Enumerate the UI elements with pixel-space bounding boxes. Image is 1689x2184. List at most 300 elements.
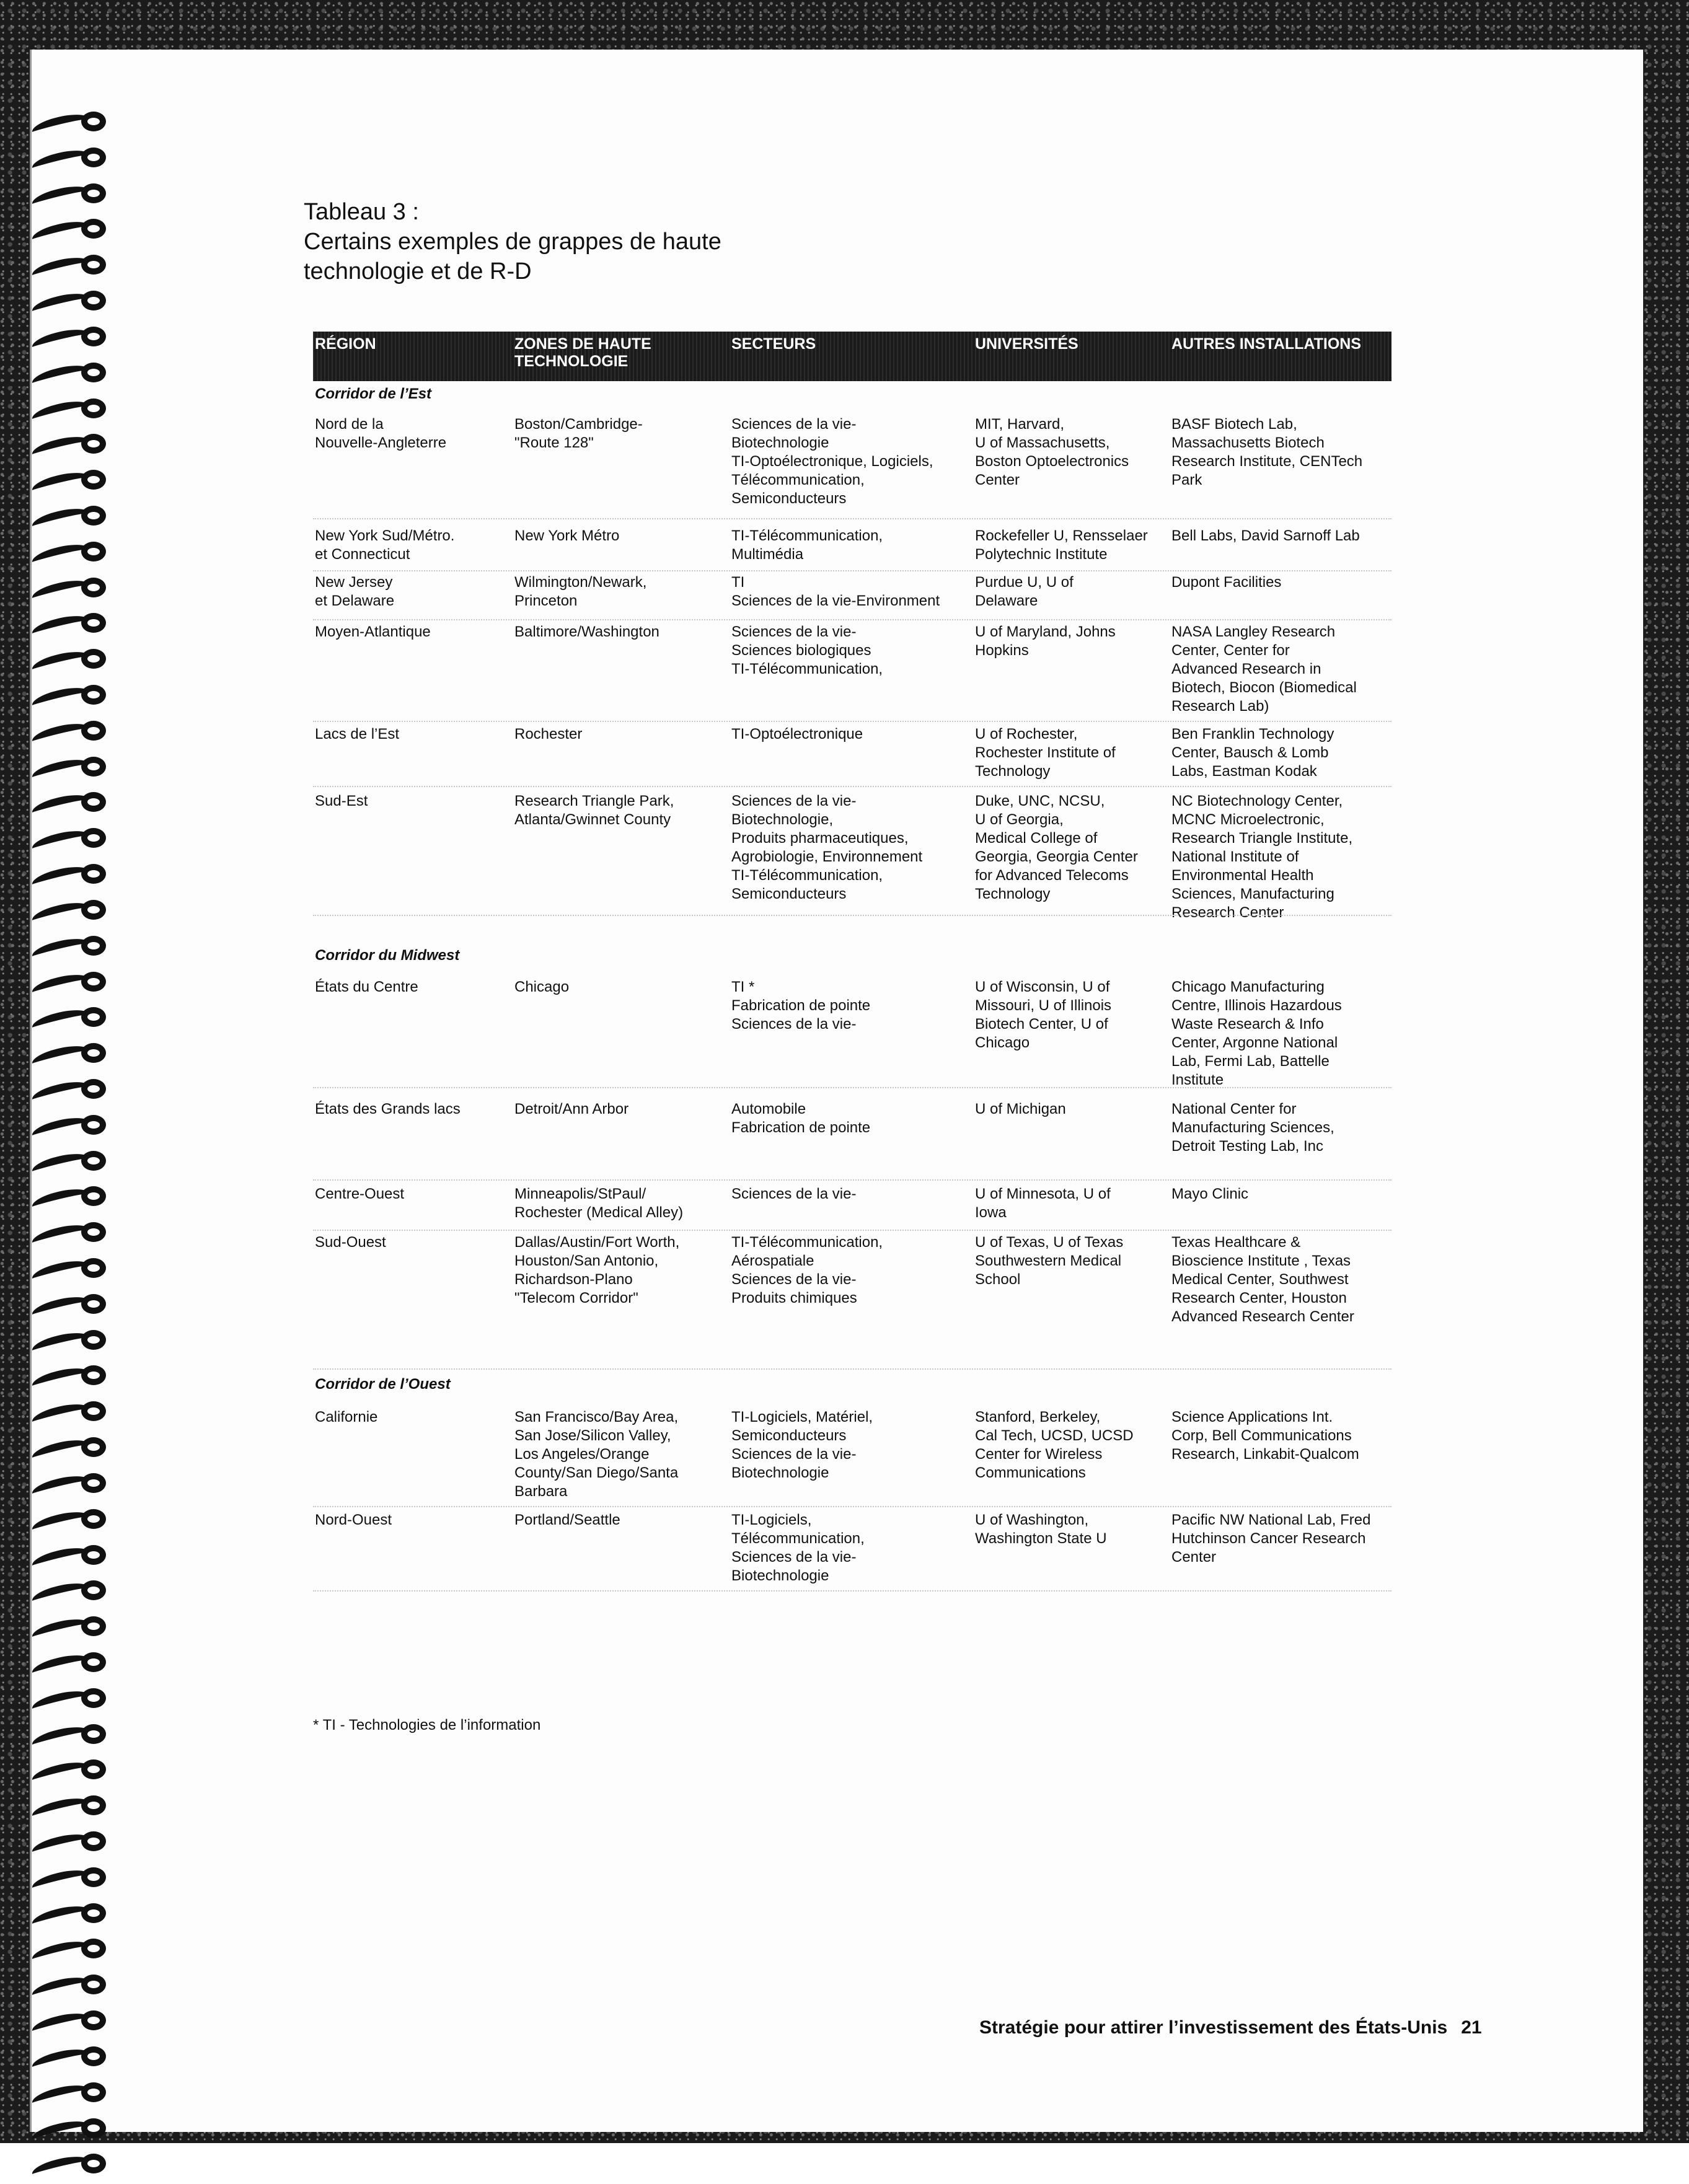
header-secteurs: SECTEURS	[731, 335, 816, 353]
binding-coil	[32, 1652, 112, 1673]
cell-line: Agrobiologie, Environnement	[731, 848, 923, 865]
cell-line: Boston Optoelectronics	[975, 453, 1129, 470]
cell-line: Aérospatiale	[731, 1253, 814, 1269]
table-row	[313, 978, 1391, 1088]
cell-line: Corp, Bell Communications	[1171, 1427, 1352, 1444]
row-divider	[313, 786, 1391, 787]
cell-line: Atlanta/Gwinnet County	[514, 811, 671, 828]
binding-coil	[32, 1903, 112, 1924]
cell-line: TI-Télécommunication,	[731, 527, 883, 544]
cell-line: Centre-Ouest	[315, 1186, 405, 1202]
binding-coil	[32, 398, 112, 420]
cell-line: U of Massachusetts,	[975, 434, 1110, 451]
cell-line: Portland/Seattle	[514, 1512, 620, 1528]
cell-line: Environmental Health	[1171, 867, 1314, 884]
cell-zones	[514, 573, 646, 610]
cell-line: TI-Logiciels, Matériel,	[731, 1409, 873, 1425]
cell-region	[315, 415, 446, 452]
cell-line: U of Minnesota, U of	[975, 1186, 1111, 1202]
coil-hole	[81, 1222, 106, 1242]
section-corridor-est: Corridor de l’Est	[315, 385, 432, 402]
cell-line: Bell Labs, David Sarnoff Lab	[1171, 527, 1360, 544]
cell-universites	[975, 573, 1074, 610]
footnote: * TI - Technologies de l’information	[313, 1717, 541, 1733]
cell-line: Technology	[975, 886, 1051, 902]
binding-coil	[32, 2154, 112, 2175]
binding-coil	[32, 2118, 112, 2139]
cell-line: Sciences de la vie-	[731, 1549, 857, 1565]
cell-line: U of Texas, U of Texas	[975, 1234, 1124, 1251]
title-line-3: technologie et de R-D	[304, 258, 532, 284]
row-divider	[313, 1230, 1391, 1231]
binding-coil	[32, 1365, 112, 1386]
binding-coil	[32, 1688, 112, 1709]
cell-secteurs	[731, 792, 922, 904]
cell-line: Moyen-Atlantique	[315, 623, 431, 640]
cell-line: Dallas/Austin/Fort Worth,	[514, 1234, 680, 1251]
binding-coil	[32, 219, 112, 240]
cell-line: Ben Franklin Technology	[1171, 726, 1334, 742]
row-divider	[313, 570, 1391, 571]
coil-hole	[81, 1688, 106, 1708]
binding-coil	[32, 1294, 112, 1315]
cell-autres	[1171, 527, 1360, 545]
cell-line: Lacs de l’Est	[315, 726, 400, 742]
cell-line: Biotechnologie,	[731, 811, 834, 828]
table-row	[313, 573, 1391, 620]
cell-line: Nord de la	[315, 416, 384, 433]
cell-line: Biotechnologie	[731, 1567, 829, 1584]
cell-line: Research Center, Houston	[1171, 1290, 1347, 1306]
cell-line: Semiconducteurs	[731, 490, 847, 507]
cell-line: et Connecticut	[315, 546, 410, 563]
cell-line: Wilmington/Newark,	[514, 574, 647, 591]
cell-line: Texas Healthcare &	[1171, 1234, 1301, 1251]
cell-line: TI *	[731, 979, 755, 995]
cell-line: Duke, UNC, NCSU,	[975, 793, 1105, 809]
cell-line: Rochester	[514, 726, 583, 742]
cell-region	[315, 1233, 386, 1252]
cell-line: Barbara	[514, 1483, 568, 1500]
cell-line: Télécommunication,	[731, 472, 865, 488]
cell-line: Automobile	[731, 1101, 806, 1117]
cell-line: National Center for	[1171, 1101, 1297, 1117]
cell-zones	[514, 1185, 683, 1222]
cell-universites	[975, 1511, 1107, 1548]
binding-coil	[32, 1795, 112, 1816]
cell-universites	[975, 1408, 1134, 1482]
table-row	[313, 1408, 1391, 1507]
cell-line: Purdue U, U of	[975, 574, 1074, 591]
cell-line: Fabrication de pointe	[731, 997, 871, 1014]
coil-hole	[81, 578, 106, 597]
binding-coil	[32, 1867, 112, 1888]
cell-line: Sud-Ouest	[315, 1234, 386, 1251]
binding-coil	[32, 972, 112, 993]
cell-autres	[1171, 1408, 1359, 1464]
cell-zones	[514, 978, 569, 997]
binding-coil	[32, 1437, 112, 1458]
binding-coil	[32, 291, 112, 312]
header-autres: AUTRES INSTALLATIONS	[1171, 335, 1362, 353]
coil-hole	[81, 685, 106, 705]
cell-line: Massachusetts Biotech	[1171, 434, 1325, 451]
cell-zones	[514, 527, 619, 545]
cell-zones	[514, 623, 659, 641]
cell-universites	[975, 1100, 1066, 1119]
cell-line: Los Angeles/Orange	[514, 1446, 650, 1463]
cell-line: Stanford, Berkeley,	[975, 1409, 1101, 1425]
coil-hole	[81, 1151, 106, 1171]
cell-secteurs	[731, 1233, 883, 1308]
row-divider	[313, 721, 1391, 722]
cell-line: Nouvelle-Angleterre	[315, 434, 447, 451]
cell-line: TI-Télécommunication,	[731, 867, 883, 884]
cell-line: États des Grands lacs	[315, 1101, 461, 1117]
coil-hole	[81, 327, 106, 346]
cell-line: Detroit Testing Lab, Inc	[1171, 1138, 1324, 1155]
cell-line: School	[975, 1271, 1021, 1288]
cell-line: Pacific NW National Lab, Fred	[1171, 1512, 1371, 1528]
coil-hole	[81, 1759, 106, 1779]
cell-autres	[1171, 725, 1334, 781]
cell-line: Biotechnologie	[731, 434, 829, 451]
cell-line: Polytechnic Institute	[975, 546, 1108, 563]
cell-line: Center	[975, 472, 1020, 488]
binding-coil	[32, 1975, 112, 1996]
coil-hole	[81, 470, 106, 490]
cell-zones	[514, 415, 643, 452]
table-row	[313, 1233, 1391, 1370]
cell-line: TI-Télécommunication,	[731, 1234, 883, 1251]
cell-secteurs	[731, 725, 863, 744]
coil-hole	[81, 828, 106, 848]
cell-line: Center, Argonne National	[1171, 1034, 1338, 1051]
table-row	[313, 792, 1391, 921]
cell-line: Georgia, Georgia Center	[975, 848, 1138, 865]
binding-coil	[32, 1545, 112, 1566]
binding-coil	[32, 1115, 112, 1136]
cell-universites	[975, 978, 1111, 1052]
cell-line: U of Maryland, Johns	[975, 623, 1116, 640]
coil-hole	[81, 1294, 106, 1314]
cell-region	[315, 1100, 461, 1119]
coil-hole	[81, 2082, 106, 2102]
coil-hole	[81, 1580, 106, 1600]
coil-hole	[81, 1509, 106, 1529]
cell-line: Research Institute, CENTech	[1171, 453, 1363, 470]
header-region: RÉGION	[315, 335, 376, 353]
cell-line: Science Applications Int.	[1171, 1409, 1333, 1425]
cell-line: Lab, Fermi Lab, Battelle	[1171, 1053, 1330, 1070]
coil-hole	[81, 398, 106, 418]
cell-region	[315, 792, 368, 811]
cell-line: Center	[1171, 1549, 1217, 1565]
cell-region	[315, 527, 454, 564]
coil-hole	[81, 721, 106, 741]
row-divider	[313, 518, 1391, 519]
cell-universites	[975, 1233, 1123, 1289]
coil-hole	[81, 1903, 106, 1923]
binding-coil	[32, 1151, 112, 1172]
cell-line: "Route 128"	[514, 434, 594, 451]
row-divider	[313, 1087, 1391, 1088]
cell-line: Detroit/Ann Arbor	[514, 1101, 629, 1117]
cell-secteurs	[731, 1100, 870, 1137]
coil-hole	[81, 1975, 106, 1994]
coil-hole	[81, 1007, 106, 1027]
coil-hole	[81, 2010, 106, 2030]
coil-hole	[81, 1795, 106, 1815]
section-corridor-midwest: Corridor du Midwest	[315, 947, 460, 964]
binding-coil	[32, 649, 112, 670]
table-row	[313, 1100, 1391, 1181]
cell-line: Fabrication de pointe	[731, 1119, 871, 1136]
table-row	[313, 1185, 1391, 1231]
cell-region	[315, 623, 431, 641]
cell-line: Research Center	[1171, 904, 1284, 921]
binding-coil	[32, 792, 112, 813]
binding-coil	[32, 900, 112, 921]
cell-region	[315, 1408, 377, 1427]
header-zones	[514, 335, 651, 370]
cell-line: TI-Télécommunication,	[731, 661, 883, 677]
coil-hole	[81, 542, 106, 561]
cell-line: Sciences de la vie-	[731, 1186, 857, 1202]
cell-line: New Jersey	[315, 574, 393, 591]
cell-line: Institute	[1171, 1072, 1224, 1088]
binding-coil	[32, 1724, 112, 1745]
cell-universites	[975, 1185, 1111, 1222]
cell-line: County/San Diego/Santa	[514, 1464, 679, 1481]
coil-hole	[81, 1616, 106, 1636]
cell-line: MIT, Harvard,	[975, 416, 1065, 433]
coil-hole	[81, 1079, 106, 1099]
coil-hole	[81, 506, 106, 526]
cell-line: Sud-Est	[315, 793, 368, 809]
cell-zones	[514, 725, 582, 744]
cell-autres	[1171, 978, 1342, 1090]
cell-autres	[1171, 415, 1362, 490]
cell-region	[315, 1511, 392, 1530]
cell-line: Biotech Center, U of	[975, 1016, 1108, 1033]
binding-coil	[32, 1007, 112, 1028]
binding-coil	[32, 1330, 112, 1351]
cell-zones	[514, 792, 674, 829]
binding-coil	[32, 1222, 112, 1243]
coil-hole	[81, 1330, 106, 1350]
cell-universites	[975, 792, 1138, 904]
cell-line: Californie	[315, 1409, 378, 1425]
cell-secteurs	[731, 623, 883, 679]
cell-line: Sciences de la vie-	[731, 793, 857, 809]
binding-coil	[32, 506, 112, 527]
cell-line: Advanced Research in	[1171, 661, 1321, 677]
coil-hole	[81, 1401, 106, 1421]
table-row	[313, 527, 1391, 571]
coil-hole	[81, 613, 106, 633]
coil-hole	[81, 792, 106, 812]
cell-line: Technology	[975, 763, 1051, 780]
section-corridor-ouest: Corridor de l’Ouest	[315, 1376, 451, 1393]
cell-line: Boston/Cambridge-	[514, 416, 643, 433]
coil-hole	[81, 1831, 106, 1851]
binding-coil	[32, 721, 112, 742]
row-divider	[313, 1368, 1391, 1370]
header-zones-line-2: TECHNOLOGIE	[514, 353, 628, 370]
coil-hole	[81, 649, 106, 669]
coil-hole	[81, 757, 106, 777]
cell-autres	[1171, 1185, 1248, 1204]
coil-hole	[81, 183, 106, 203]
coil-hole	[81, 2046, 106, 2066]
cell-line: Semiconducteurs	[731, 886, 847, 902]
table-row	[313, 1511, 1391, 1592]
cell-line: Multimédia	[731, 546, 804, 563]
binding-coil	[32, 2082, 112, 2103]
row-divider	[313, 619, 1391, 620]
binding-coil	[32, 828, 112, 849]
binding-coil	[32, 327, 112, 348]
cell-line: U of Wisconsin, U of	[975, 979, 1110, 995]
binding-coil	[32, 434, 112, 455]
binding-coil	[32, 542, 112, 563]
coil-hole	[81, 434, 106, 454]
cell-line: Park	[1171, 472, 1202, 488]
cell-line: Chicago	[975, 1034, 1030, 1051]
coil-hole	[81, 255, 106, 275]
coil-hole	[81, 112, 106, 131]
cell-line: Minneapolis/StPaul/	[514, 1186, 646, 1202]
cell-secteurs	[731, 1185, 856, 1204]
binding-coil	[32, 183, 112, 205]
coil-hole	[81, 363, 106, 382]
row-divider	[313, 1179, 1391, 1181]
cell-autres	[1171, 1511, 1370, 1567]
cell-line: Washington State U	[975, 1530, 1107, 1547]
table-title	[304, 197, 1047, 286]
coil-hole	[81, 1939, 106, 1958]
cell-line: Chicago Manufacturing	[1171, 979, 1325, 995]
coil-hole	[81, 1867, 106, 1887]
cell-autres	[1171, 1100, 1334, 1156]
cell-universites	[975, 725, 1116, 781]
cell-line: "Telecom Corridor"	[514, 1290, 638, 1306]
cell-line: Princeton	[514, 592, 578, 609]
binding-coil	[32, 1831, 112, 1852]
cell-line: Sciences de la vie-	[731, 416, 857, 433]
binding-coil	[32, 936, 112, 957]
coil-hole	[81, 1545, 106, 1565]
table-row	[313, 623, 1391, 722]
coil-hole	[81, 1724, 106, 1744]
cell-line: for Advanced Telecoms	[975, 867, 1129, 884]
cell-zones	[514, 1233, 679, 1308]
binding-coil	[32, 2046, 112, 2067]
spiral-binding	[32, 112, 118, 2175]
page-number: 21	[1461, 2017, 1482, 2038]
cell-autres	[1171, 792, 1352, 922]
binding-coil	[32, 1473, 112, 1494]
cell-line: Research Triangle Institute,	[1171, 830, 1353, 847]
binding-coil	[32, 112, 112, 133]
cell-line: U of Michigan	[975, 1101, 1066, 1117]
cell-line: NASA Langley Research	[1171, 623, 1336, 640]
cell-line: Chicago	[514, 979, 570, 995]
cell-line: Sciences biologiques	[731, 642, 871, 659]
binding-coil	[32, 2010, 112, 2032]
binding-coil	[32, 1186, 112, 1207]
cell-line: Biotech, Biocon (Biomedical	[1171, 679, 1357, 696]
cell-line: Communications	[975, 1464, 1086, 1481]
binding-coil	[32, 757, 112, 778]
coil-hole	[81, 900, 106, 920]
cell-region	[315, 725, 399, 744]
cell-line: Manufacturing Sciences,	[1171, 1119, 1334, 1136]
binding-coil	[32, 1401, 112, 1422]
cell-line: Rochester Institute of	[975, 744, 1116, 761]
cell-line: Richardson-Plano	[514, 1271, 633, 1288]
cell-line: New York Sud/Métro.	[315, 527, 455, 544]
cell-line: et Delaware	[315, 592, 395, 609]
coil-hole	[81, 219, 106, 239]
cell-line: TI	[731, 574, 745, 591]
binding-coil	[32, 1079, 112, 1100]
binding-coil	[32, 1258, 112, 1279]
page-footer	[979, 2017, 1482, 2038]
binding-coil	[32, 1043, 112, 1064]
cell-line: San Francisco/Bay Area,	[514, 1409, 679, 1425]
cell-line: TI-Logiciels,	[731, 1512, 812, 1528]
table-row	[313, 725, 1391, 787]
cell-line: Delaware	[975, 592, 1038, 609]
coil-hole	[81, 1043, 106, 1063]
cell-autres	[1171, 573, 1281, 592]
cell-zones	[514, 1408, 678, 1501]
coil-hole	[81, 864, 106, 884]
coil-hole	[81, 2154, 106, 2173]
cell-line: Produits pharmaceutiques,	[731, 830, 909, 847]
cell-autres	[1171, 1233, 1354, 1326]
cell-line: Dupont Facilities	[1171, 574, 1282, 591]
cell-secteurs	[731, 573, 940, 610]
cell-line: U of Washington,	[975, 1512, 1089, 1528]
cell-line: TI-Optoélectronique, Logiciels,	[731, 453, 933, 470]
header-universites: UNIVERSITÉS	[975, 335, 1078, 353]
binding-coil	[32, 864, 112, 885]
cell-line: Sciences de la vie-	[731, 623, 857, 640]
cell-line: Hutchinson Cancer Research	[1171, 1530, 1366, 1547]
table-header	[313, 332, 1391, 381]
cell-line: National Institute of	[1171, 848, 1299, 865]
cell-line: Iowa	[975, 1204, 1007, 1221]
cell-line: Sciences, Manufacturing	[1171, 886, 1334, 902]
cell-secteurs	[731, 1511, 865, 1585]
coil-hole	[81, 936, 106, 956]
cell-line: Medical College of	[975, 830, 1098, 847]
cell-line: Houston/San Antonio,	[514, 1253, 659, 1269]
cell-line: U of Georgia,	[975, 811, 1064, 828]
cell-line: Biotechnologie	[731, 1464, 829, 1481]
cell-zones	[514, 1511, 620, 1530]
cell-universites	[975, 527, 1148, 564]
coil-hole	[81, 972, 106, 992]
cell-line: Center, Bausch & Lomb	[1171, 744, 1329, 761]
row-divider	[313, 1590, 1391, 1592]
coil-hole	[81, 1186, 106, 1206]
cell-line: Baltimore/Washington	[514, 623, 659, 640]
cell-line: Semiconducteurs	[731, 1427, 847, 1444]
